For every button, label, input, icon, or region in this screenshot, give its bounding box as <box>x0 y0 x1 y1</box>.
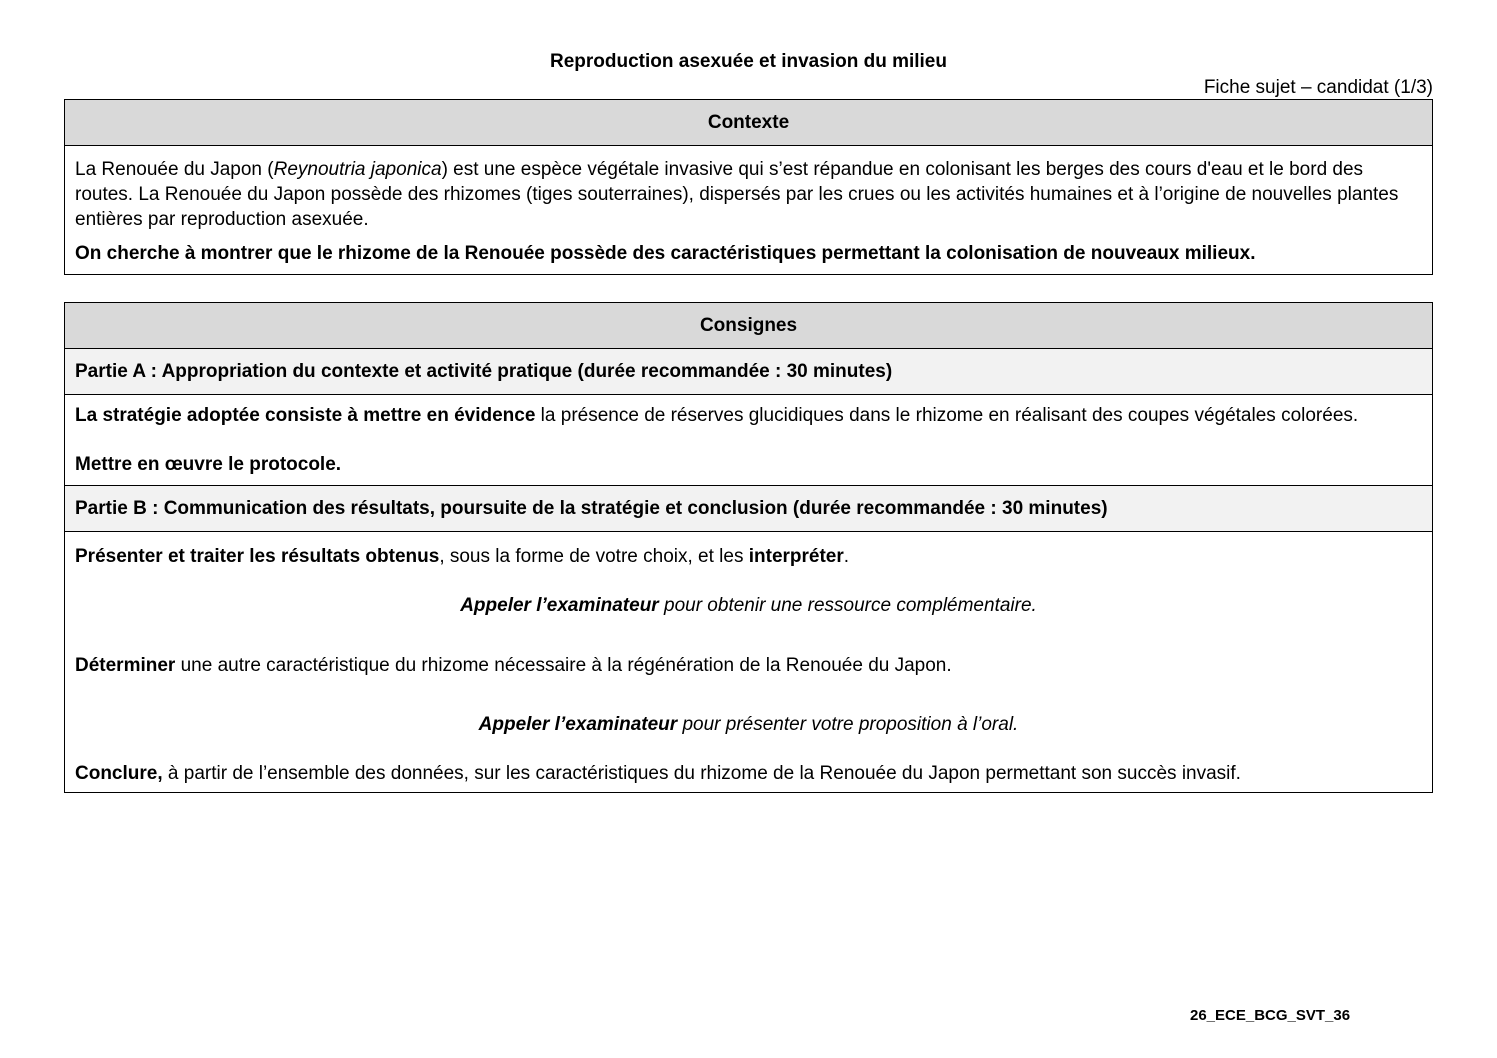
context-body <box>65 146 1433 275</box>
context-text-end: ) est une espèce végétale invasive qui s’est répandue en colonisant les berges des cours d'eau et le bord des routes. La Renouée du Japon possède des rhizomes (tiges souterraines), dispersés par les crues ou les activités humaines et à l’origine de nouvelles plantes entières par reproduction asexuée. <box>75 159 1399 230</box>
part-a-title: Partie A : Appropriation du contexte et activité pratique (durée recommandée : 30 minutes) <box>65 349 1433 395</box>
part-b-title: Partie B : Communication des résultats, poursuite de la stratégie et conclusion (durée recommandée : 30 minutes) <box>65 486 1433 532</box>
interpret-bold: interpréter <box>748 546 844 567</box>
protocol-text: Mettre en œuvre le protocole. <box>75 454 342 475</box>
present-end: . <box>843 546 850 567</box>
context-text-start: La Renouée du Japon ( <box>75 159 274 180</box>
species-name: Reynoutria japonica <box>273 159 442 180</box>
strategy-bold: La stratégie adoptée consiste à mettre en évidence <box>75 405 536 426</box>
call2-bold: Appeler l’examinateur <box>478 714 678 735</box>
conclude-bold: Conclure, <box>75 763 163 784</box>
part-b-determine <box>75 653 1422 678</box>
part-b-body <box>65 532 1433 793</box>
call2-rest: pour présenter votre proposition à l’oral. <box>677 714 1019 735</box>
document-code: 26_ECE_BCG_SVT_36 <box>1190 1007 1351 1024</box>
determine-rest: une autre caractéristique du rhizome nécessaire à la régénération de la Renouée du Japon. <box>175 655 952 676</box>
present-bold: Présenter et traiter les résultats obtenus <box>75 546 440 567</box>
determine-bold: Déterminer <box>75 655 176 676</box>
part-a-strategy <box>75 403 1422 428</box>
conclude-rest: à partir de l’ensemble des données, sur les caractéristiques du rhizome de la Renouée du Japon permettant son succès invasif. <box>162 763 1241 784</box>
part-b-call-examiner-1 <box>75 593 1422 618</box>
document-subtitle: Fiche sujet – candidat (1/3) <box>1203 77 1433 98</box>
present-mid: , sous la forme de votre choix, et les <box>439 546 749 567</box>
context-paragraph <box>75 157 1422 232</box>
part-b-conclude <box>75 761 1422 786</box>
part-b-call-examiner-2 <box>75 712 1422 737</box>
instructions-heading: Consignes <box>65 303 1433 349</box>
instructions-table <box>64 302 1433 793</box>
strategy-rest: la présence de réserves glucidiques dans le rhizome en réalisant des coupes végétales colorées. <box>535 405 1359 426</box>
call1-rest: pour obtenir une ressource complémentaire. <box>658 595 1037 616</box>
document-title: Reproduction asexuée et invasion du milieu <box>550 51 947 72</box>
part-a-protocol <box>75 452 1422 477</box>
context-table <box>64 99 1433 275</box>
call1-bold: Appeler l’examinateur <box>460 595 659 616</box>
part-a-body <box>65 395 1433 486</box>
context-heading: Contexte <box>65 100 1433 146</box>
context-goal: On cherche à montrer que le rhizome de la Renouée possède des caractéristiques permettant la colonisation de nouveaux milieux. <box>75 243 1256 264</box>
part-b-present <box>75 544 1422 569</box>
